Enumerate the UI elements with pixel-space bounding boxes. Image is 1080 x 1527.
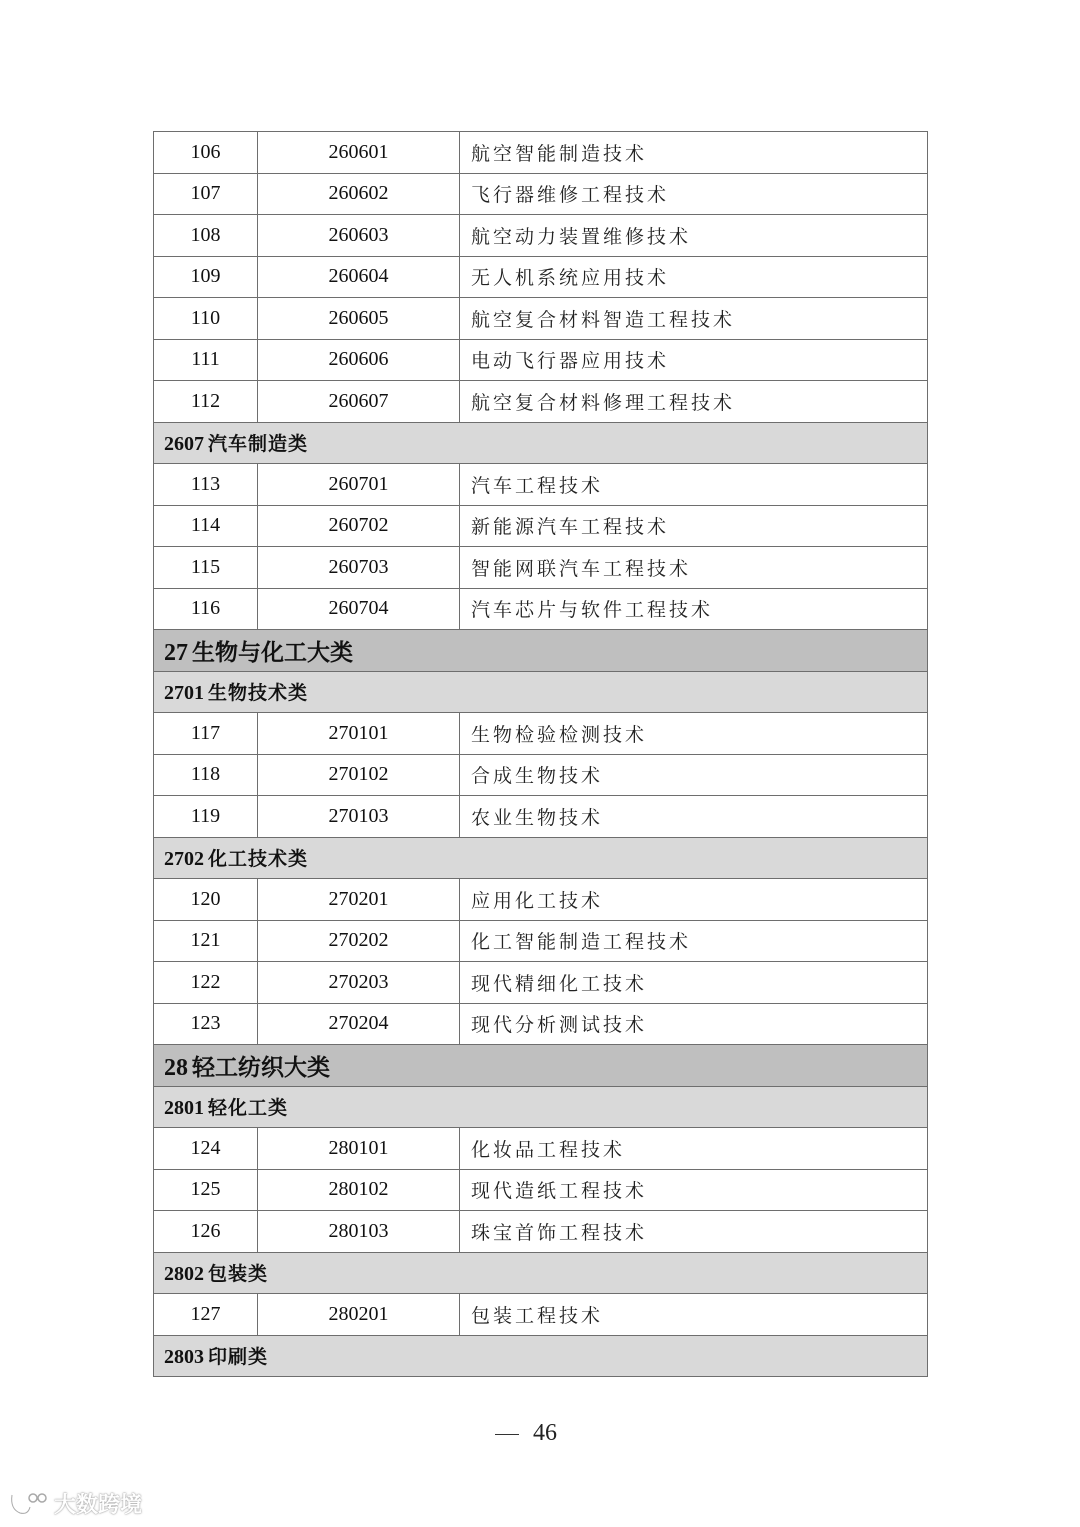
table-row bbox=[154, 381, 928, 423]
seq-cell: 122 bbox=[154, 962, 258, 1004]
major-name-cell: 飞行器维修工程技术 bbox=[460, 173, 928, 215]
category-cell bbox=[154, 1086, 928, 1128]
table-row bbox=[154, 1128, 928, 1170]
major-name-cell: 智能网联汽车工程技术 bbox=[460, 547, 928, 589]
category-code: 28 bbox=[164, 1054, 188, 1081]
major-code-cell: 260704 bbox=[258, 588, 460, 630]
sub-category-header bbox=[154, 671, 928, 713]
table-row bbox=[154, 754, 928, 796]
table-row bbox=[154, 215, 928, 257]
category-cell bbox=[154, 837, 928, 879]
major-code-cell: 260606 bbox=[258, 339, 460, 381]
major-code-cell: 280102 bbox=[258, 1169, 460, 1211]
table-row bbox=[154, 298, 928, 340]
major-code-cell: 270101 bbox=[258, 713, 460, 755]
seq-cell: 125 bbox=[154, 1169, 258, 1211]
major-code-cell: 260604 bbox=[258, 256, 460, 298]
major-name-cell: 合成生物技术 bbox=[460, 754, 928, 796]
major-name-cell: 汽车芯片与软件工程技术 bbox=[460, 588, 928, 630]
seq-cell: 121 bbox=[154, 920, 258, 962]
category-label: 化工技术类 bbox=[208, 848, 309, 871]
major-code-cell: 270201 bbox=[258, 879, 460, 921]
major-code-cell: 270203 bbox=[258, 962, 460, 1004]
category-cell bbox=[154, 422, 928, 464]
major-code-cell: 270204 bbox=[258, 1003, 460, 1045]
seq-cell: 119 bbox=[154, 796, 258, 838]
logo-icon bbox=[8, 1491, 48, 1517]
major-name-cell: 无人机系统应用技术 bbox=[460, 256, 928, 298]
sub-category-header bbox=[154, 422, 928, 464]
table-row bbox=[154, 256, 928, 298]
table-row bbox=[154, 339, 928, 381]
table-row bbox=[154, 1169, 928, 1211]
major-code-cell: 280201 bbox=[258, 1294, 460, 1336]
seq-cell: 111 bbox=[154, 339, 258, 381]
seq-cell: 124 bbox=[154, 1128, 258, 1170]
major-name-cell: 航空智能制造技术 bbox=[460, 132, 928, 174]
dash-icon bbox=[495, 1434, 519, 1436]
major-category-header bbox=[154, 630, 928, 672]
major-name-cell: 应用化工技术 bbox=[460, 879, 928, 921]
major-code-cell: 270102 bbox=[258, 754, 460, 796]
category-code: 2801 bbox=[164, 1097, 204, 1120]
major-code-cell: 280103 bbox=[258, 1211, 460, 1253]
seq-cell: 120 bbox=[154, 879, 258, 921]
seq-cell: 123 bbox=[154, 1003, 258, 1045]
category-code: 2802 bbox=[164, 1263, 204, 1286]
sub-category-header bbox=[154, 1335, 928, 1377]
table-row bbox=[154, 173, 928, 215]
seq-cell: 117 bbox=[154, 713, 258, 755]
category-cell bbox=[154, 630, 928, 672]
major-code-cell: 260605 bbox=[258, 298, 460, 340]
table-row bbox=[154, 505, 928, 547]
major-code-cell: 260603 bbox=[258, 215, 460, 257]
major-name-cell: 航空动力装置维修技术 bbox=[460, 215, 928, 257]
category-label: 生物技术类 bbox=[208, 682, 309, 705]
major-name-cell: 化工智能制造工程技术 bbox=[460, 920, 928, 962]
major-code-cell: 260607 bbox=[258, 381, 460, 423]
table-row bbox=[154, 132, 928, 174]
major-name-cell: 汽车工程技术 bbox=[460, 464, 928, 506]
seq-cell: 109 bbox=[154, 256, 258, 298]
seq-cell: 106 bbox=[154, 132, 258, 174]
category-code: 2607 bbox=[164, 433, 204, 456]
table-row bbox=[154, 962, 928, 1004]
table-row bbox=[154, 1211, 928, 1253]
major-name-cell: 生物检验检测技术 bbox=[460, 713, 928, 755]
major-name-cell: 包装工程技术 bbox=[460, 1294, 928, 1336]
seq-cell: 127 bbox=[154, 1294, 258, 1336]
category-label: 轻工纺织大类 bbox=[192, 1054, 330, 1081]
table-row bbox=[154, 588, 928, 630]
watermark bbox=[8, 1488, 142, 1519]
category-code: 2803 bbox=[164, 1346, 204, 1369]
major-code-cell: 260602 bbox=[258, 173, 460, 215]
category-code: 2701 bbox=[164, 682, 204, 705]
major-code-cell: 260601 bbox=[258, 132, 460, 174]
seq-cell: 110 bbox=[154, 298, 258, 340]
category-cell bbox=[154, 1335, 928, 1377]
seq-cell: 108 bbox=[154, 215, 258, 257]
category-cell bbox=[154, 1045, 928, 1087]
watermark-text: 大数跨境 bbox=[54, 1493, 143, 1518]
major-code-cell: 260702 bbox=[258, 505, 460, 547]
major-name-cell: 农业生物技术 bbox=[460, 796, 928, 838]
major-code-cell: 270103 bbox=[258, 796, 460, 838]
seq-cell: 116 bbox=[154, 588, 258, 630]
major-name-cell: 航空复合材料修理工程技术 bbox=[460, 381, 928, 423]
category-code: 27 bbox=[164, 639, 188, 666]
major-name-cell: 现代精细化工技术 bbox=[460, 962, 928, 1004]
category-label: 包装类 bbox=[208, 1263, 269, 1286]
major-name-cell: 新能源汽车工程技术 bbox=[460, 505, 928, 547]
sub-category-header bbox=[154, 1252, 928, 1294]
seq-cell: 118 bbox=[154, 754, 258, 796]
seq-cell: 107 bbox=[154, 173, 258, 215]
major-category-header bbox=[154, 1045, 928, 1087]
table-row bbox=[154, 1294, 928, 1336]
table-row bbox=[154, 796, 928, 838]
major-name-cell: 现代造纸工程技术 bbox=[460, 1169, 928, 1211]
page-number-text: 46 bbox=[533, 1420, 557, 1446]
sub-category-header bbox=[154, 837, 928, 879]
category-label: 生物与化工大类 bbox=[192, 639, 353, 666]
seq-cell: 126 bbox=[154, 1211, 258, 1253]
major-name-cell: 现代分析测试技术 bbox=[460, 1003, 928, 1045]
category-cell bbox=[154, 671, 928, 713]
major-code-cell: 260703 bbox=[258, 547, 460, 589]
table-body bbox=[154, 132, 928, 1377]
major-name-cell: 珠宝首饰工程技术 bbox=[460, 1211, 928, 1253]
category-label: 印刷类 bbox=[208, 1346, 269, 1369]
sub-category-header bbox=[154, 1086, 928, 1128]
major-code-cell: 260701 bbox=[258, 464, 460, 506]
major-name-cell: 电动飞行器应用技术 bbox=[460, 339, 928, 381]
table-row bbox=[154, 920, 928, 962]
major-code-cell: 270202 bbox=[258, 920, 460, 962]
category-cell bbox=[154, 1252, 928, 1294]
seq-cell: 113 bbox=[154, 464, 258, 506]
table-row bbox=[154, 464, 928, 506]
table-row bbox=[154, 713, 928, 755]
major-name-cell: 航空复合材料智造工程技术 bbox=[460, 298, 928, 340]
table-row bbox=[154, 879, 928, 921]
seq-cell: 114 bbox=[154, 505, 258, 547]
major-catalog-table bbox=[153, 131, 928, 1377]
category-label: 汽车制造类 bbox=[208, 433, 309, 456]
table-row bbox=[154, 547, 928, 589]
table-row bbox=[154, 1003, 928, 1045]
major-code-cell: 280101 bbox=[258, 1128, 460, 1170]
page-number bbox=[495, 1420, 557, 1447]
seq-cell: 112 bbox=[154, 381, 258, 423]
seq-cell: 115 bbox=[154, 547, 258, 589]
category-label: 轻化工类 bbox=[208, 1097, 289, 1120]
major-name-cell: 化妆品工程技术 bbox=[460, 1128, 928, 1170]
category-code: 2702 bbox=[164, 848, 204, 871]
